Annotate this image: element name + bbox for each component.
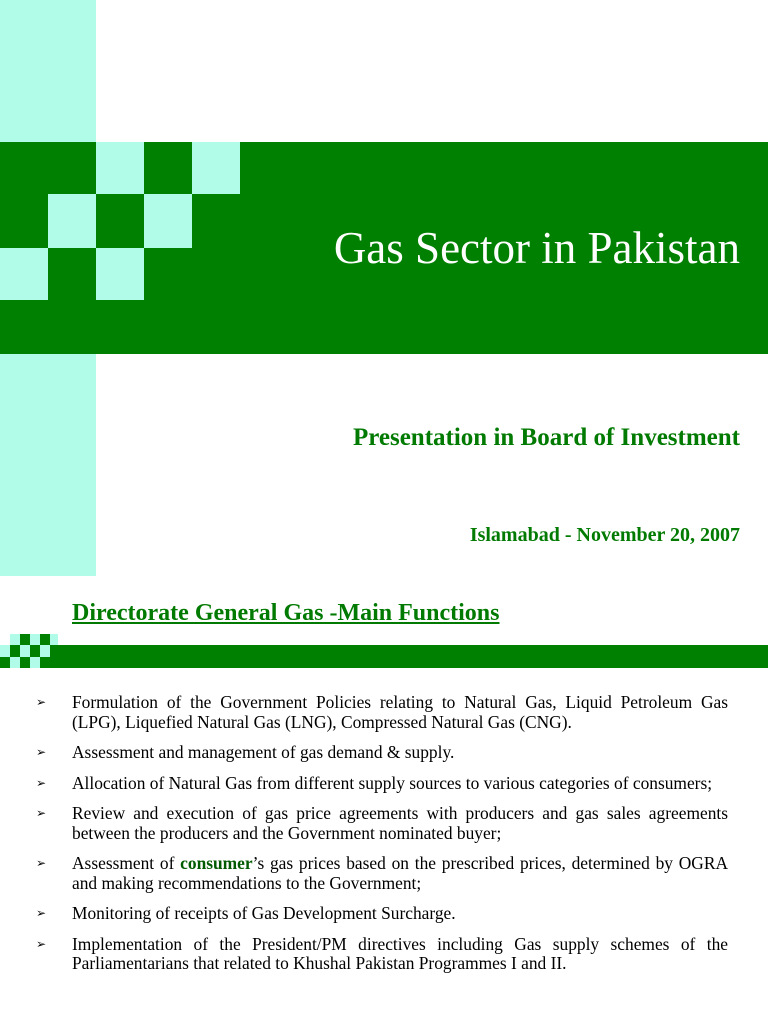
checker-square [0, 194, 48, 248]
divider-checker-square [40, 634, 50, 645]
list-item [36, 904, 728, 924]
arrow-bullet-icon: ➢ [36, 936, 47, 951]
list-item-text: Formulation of the Government Policies relating to Natural Gas, Liquid Petroleum Gas (LPG), Liquefied Natural Gas (LNG), Compressed Natural Gas (CNG). [72, 692, 728, 732]
list-item-text-post: ’s gas prices based on the prescribed prices, determined by OGRA and making recommendations to the Government; [72, 853, 729, 893]
list-item [36, 935, 728, 974]
section-heading: Directorate General Gas -Main Functions [72, 600, 500, 626]
arrow-bullet-icon: ➢ [36, 775, 47, 790]
divider-checker-square [10, 657, 20, 668]
divider-checker-square [30, 634, 40, 645]
list-item-emphasis: consumer [180, 853, 253, 873]
list-item [36, 854, 728, 893]
divider-checker-square [20, 645, 30, 657]
functions-list [36, 693, 728, 985]
checker-square [48, 194, 96, 248]
list-item-text: Assessment and management of gas demand & supply. [72, 742, 455, 762]
list-item [36, 693, 728, 732]
arrow-bullet-icon: ➢ [36, 906, 47, 920]
list-item-text: Allocation of Natural Gas from different supply sources to various categories of consumers; [72, 772, 713, 793]
list-item-text: Implementation of the President/PM directives including Gas supply schemes of the Parliamentarians that related to Khushal Pakistan Programmes I and II. [72, 933, 728, 973]
list-item-text-pre: Assessment of [72, 853, 181, 873]
checker-square [48, 142, 96, 194]
divider-checker-square [10, 634, 20, 645]
checker-square [48, 248, 96, 300]
divider-bar [0, 645, 768, 668]
list-item-text: Review and execution of gas price agreements with producers and gas sales agreements between the producers and the Government nominated buyer; [72, 803, 728, 843]
slide-subtitle: Presentation in Board of Investment [352, 424, 740, 451]
checker-square [96, 142, 144, 194]
list-item [36, 804, 728, 843]
arrow-bullet-icon: ➢ [36, 695, 47, 709]
slide-dateline: Islamabad - November 20, 2007 [469, 524, 740, 546]
list-item [36, 743, 728, 763]
checker-square [144, 194, 192, 248]
divider-checker-square [30, 657, 40, 668]
checker-square [96, 248, 144, 300]
arrow-bullet-icon: ➢ [36, 856, 47, 870]
divider-checker-square [0, 645, 10, 657]
divider-checker-square [40, 645, 50, 657]
arrow-bullet-icon: ➢ [36, 745, 47, 759]
checker-square [0, 248, 48, 300]
checker-square [192, 142, 240, 194]
slide-title: Gas Sector in Pakistan [333, 223, 740, 273]
list-item [36, 774, 728, 794]
divider-checker-square [50, 634, 58, 645]
arrow-bullet-icon: ➢ [36, 806, 47, 820]
list-item-text: Monitoring of receipts of Gas Development Surcharge. [72, 903, 456, 923]
divider-checker-square [20, 634, 30, 645]
